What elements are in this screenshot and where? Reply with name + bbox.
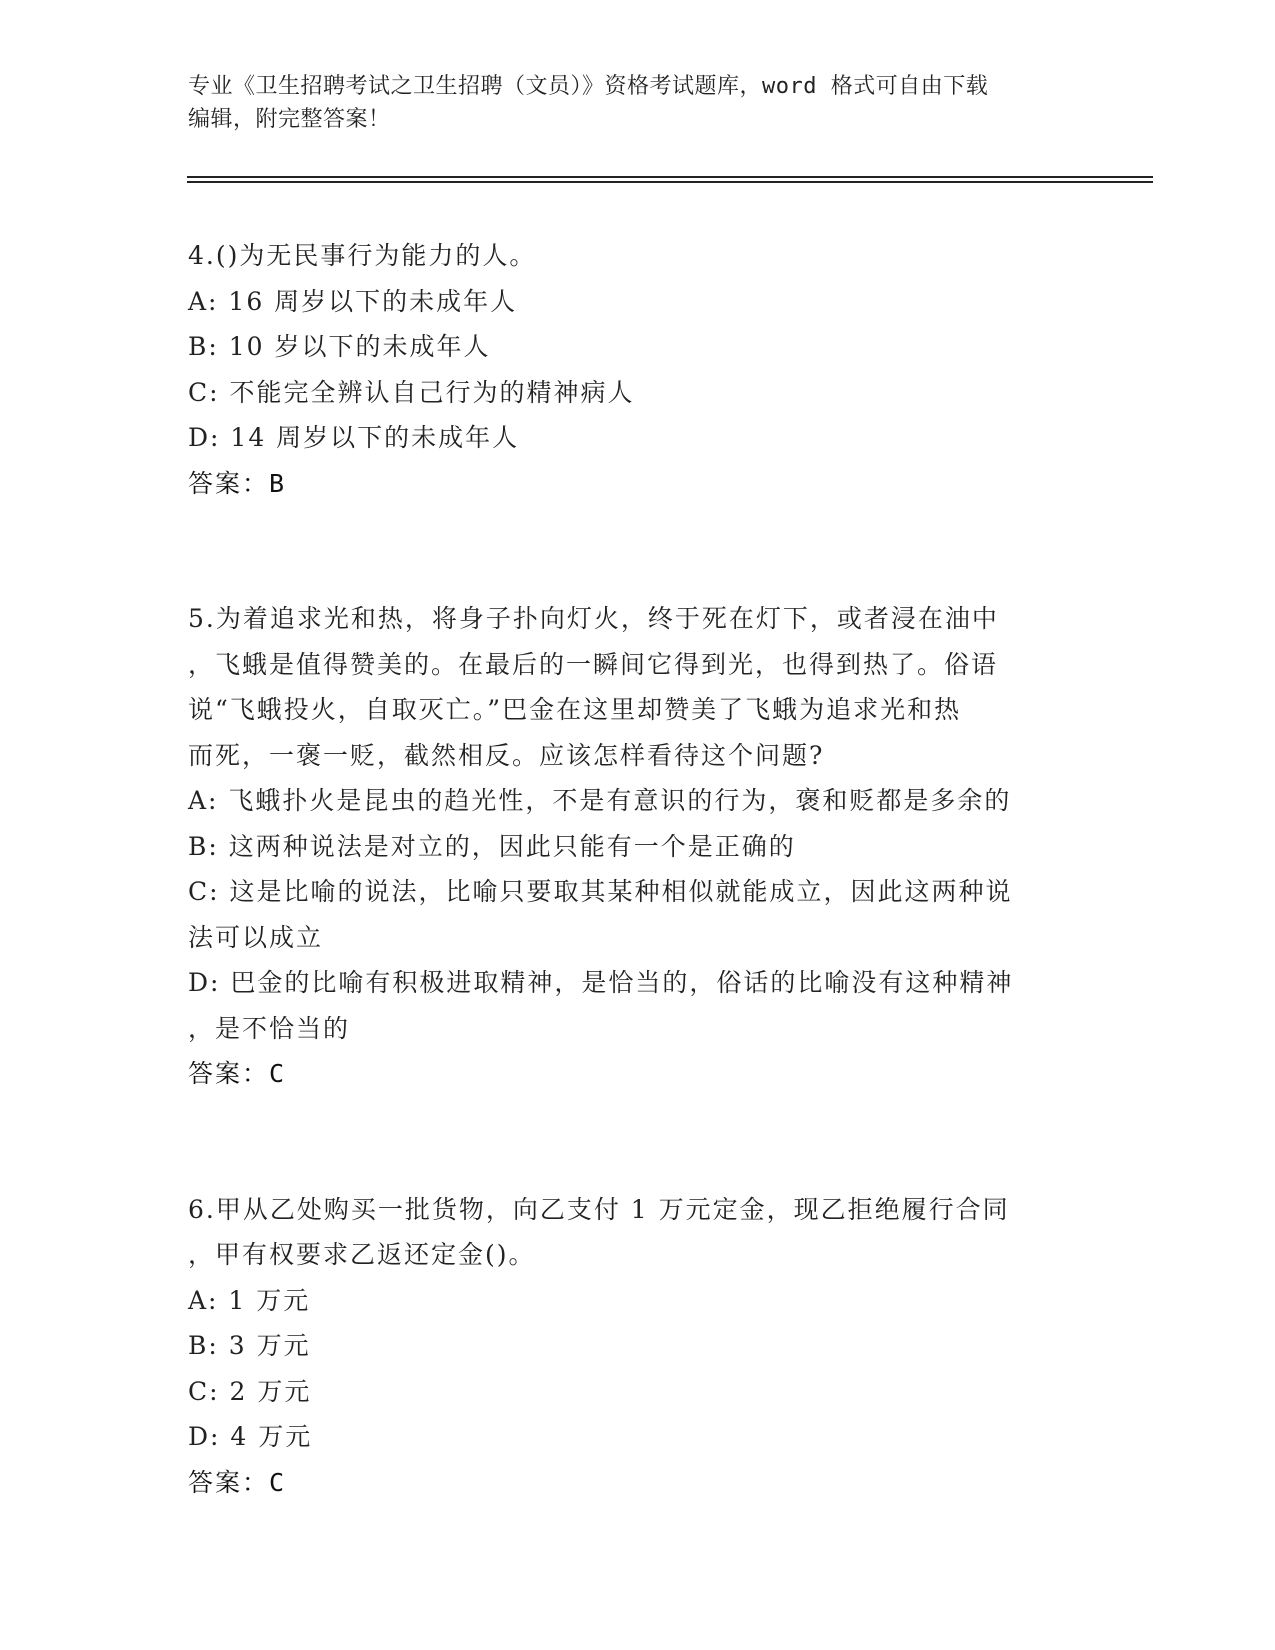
answer-label: 答案： (188, 1467, 270, 1497)
question-stem-line-3: 说“飞蛾投火，自取灭亡。”巴金在这里却赞美了飞蛾为追求光和热 (188, 695, 962, 724)
answer-label: 答案： (188, 468, 270, 498)
question-stem-line-1: 5.为着追求光和热，将身子扑向灯火，终于死在灯下，或者浸在油中 (188, 604, 999, 633)
header-line-1: 专业《卫生招聘考试之卫生招聘（文员）》资格考试题库，word 格式可自由下载 (188, 74, 989, 99)
option-d: D: 4 万元 (188, 1422, 313, 1451)
question-stem-line-4: 而死，一褒一贬，截然相反。应该怎样看待这个问题? (188, 740, 825, 770)
option-c: C: 2 万元 (188, 1376, 312, 1406)
option-d: D: 14 周岁以下的未成年人 (188, 423, 520, 452)
option-d-line-2: ，是不恰当的 (188, 1013, 351, 1043)
option-a: A: 16 周岁以下的未成年人 (188, 286, 518, 316)
answer (188, 461, 1088, 507)
question-gap (188, 1097, 1088, 1187)
answer (188, 1051, 1088, 1097)
answer-label: 答案： (188, 1059, 270, 1088)
option-b: B: 这两种说法是对立的，因此只能有一个是正确的 (188, 831, 796, 861)
question-stem-line-2: ，甲有权要求乙返还定金()。 (188, 1240, 536, 1269)
question-list (188, 233, 1088, 1505)
header-line-2: 编辑，附完整答案！ (188, 107, 391, 132)
option-c-line-2: 法可以成立 (188, 922, 324, 952)
question-6 (188, 1187, 1088, 1506)
answer-value: C (269, 1059, 287, 1088)
answer (188, 1460, 1088, 1506)
header-divider-top (187, 176, 1153, 178)
option-b: B: 3 万元 (188, 1331, 311, 1360)
question-gap (188, 506, 1088, 596)
option-c-line-1: C: 这是比喻的说法，比喻只要取其某种相似就能成立，因此这两种说 (188, 877, 1013, 906)
header-divider-bottom (187, 181, 1153, 183)
option-a: A: 1 万元 (188, 1285, 311, 1315)
option-d-line-1: D: 巴金的比喻有积极进取精神，是恰当的，俗话的比喻没有这种精神 (188, 968, 1014, 997)
answer-value: C (269, 1467, 287, 1497)
document-header (188, 70, 1068, 136)
option-a: A: 飞蛾扑火是昆虫的趋光性，不是有意识的行为，褒和贬都是多余的 (188, 786, 1012, 815)
question-5 (188, 596, 1088, 1097)
question-stem: 4.()为无民事行为能力的人。 (188, 241, 537, 270)
question-stem-line-1: 6.甲从乙处购买一批货物，向乙支付 1 万元定金，现乙拒绝履行合同 (188, 1194, 1010, 1224)
option-c: C: 不能完全辨认自己行为的精神病人 (188, 377, 635, 407)
option-b: B: 10 岁以下的未成年人 (188, 332, 491, 361)
question-4 (188, 233, 1088, 506)
question-stem-line-2: ，飞蛾是值得赞美的。在最后的一瞬间它得到光，也得到热了。俗语 (188, 649, 999, 679)
answer-value: B (269, 468, 287, 498)
